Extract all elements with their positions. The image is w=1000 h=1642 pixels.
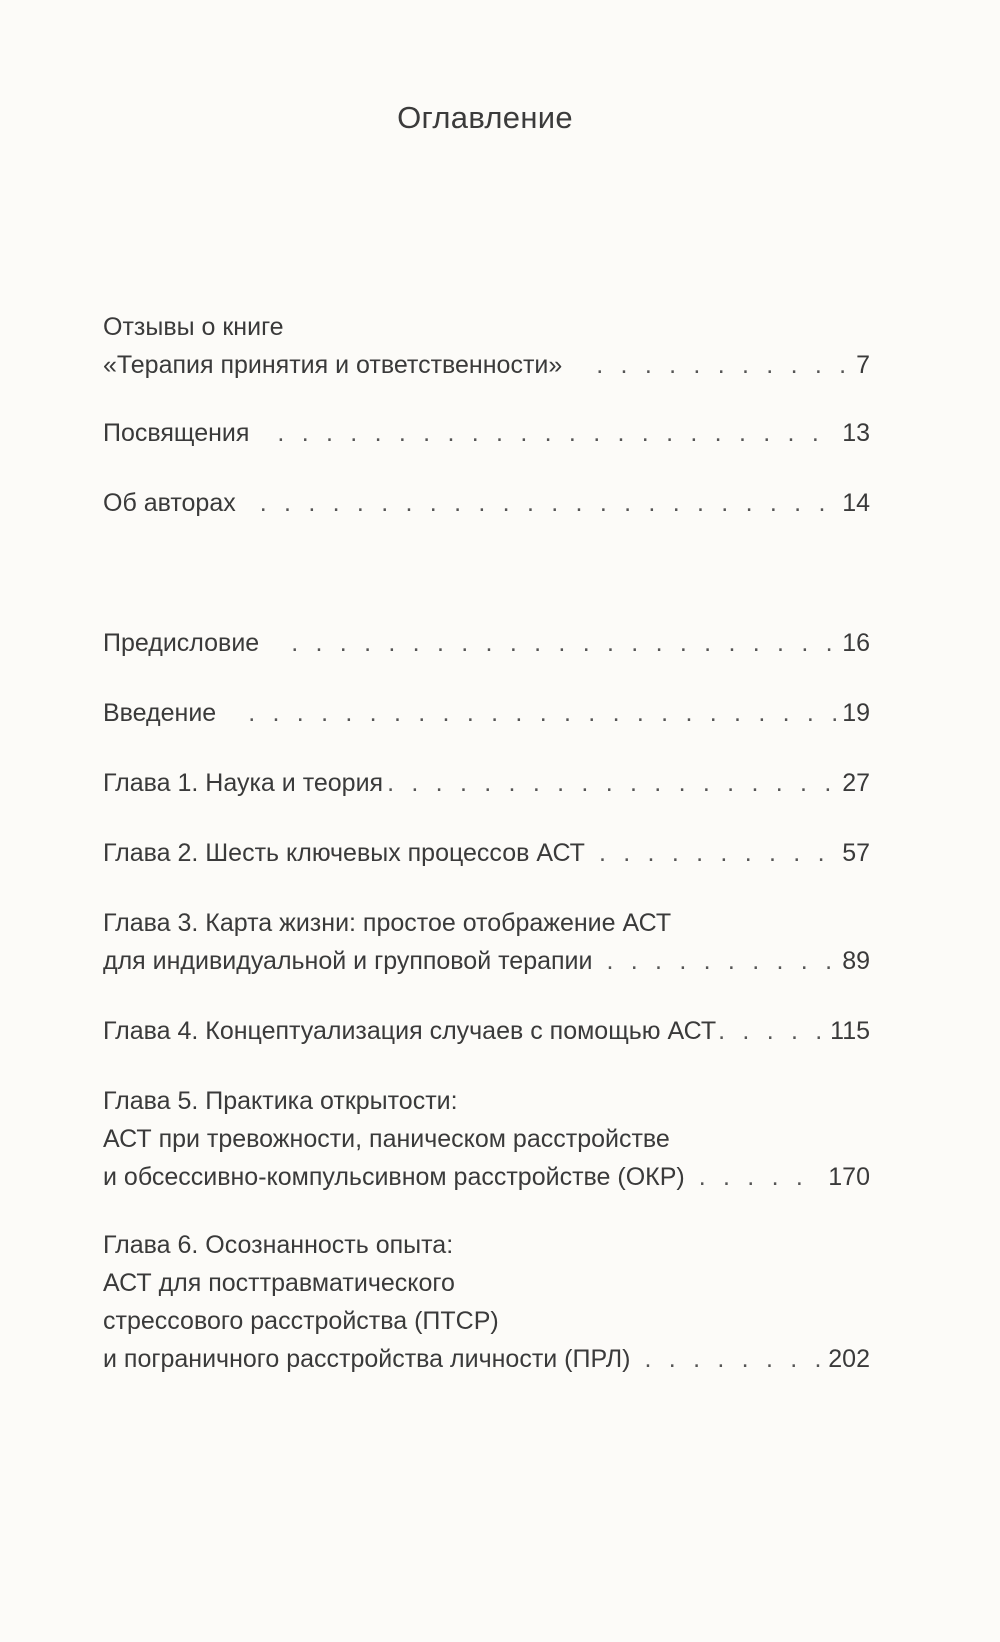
toc-entry-chapter-1[interactable] xyxy=(103,764,870,802)
toc-entry-text: Посвящения xyxy=(103,419,250,447)
dot-leader xyxy=(699,1158,823,1196)
toc-entry-reviews[interactable] xyxy=(103,308,870,384)
toc-entry-text: Глава 6. Осознанность опыта: xyxy=(103,1231,454,1259)
dot-leader xyxy=(599,834,836,872)
dot-leader xyxy=(260,484,836,522)
dot-leader xyxy=(596,346,850,384)
toc-entry-text: Глава 1. Наука и теория xyxy=(103,769,384,797)
toc-entry-dedication[interactable] xyxy=(103,414,870,452)
page-number: 170 xyxy=(828,1163,870,1191)
toc-entry-foreword[interactable] xyxy=(103,624,870,662)
page-title: Оглавление xyxy=(397,100,573,135)
page-number: 202 xyxy=(828,1345,870,1373)
toc-entry-text: Глава 4. Концептуализация случаев с помощью АСТ xyxy=(103,1017,717,1045)
toc-entry-text: Отзывы о книге xyxy=(103,313,284,341)
page-number: 14 xyxy=(842,489,870,517)
toc-entry-chapter-6[interactable] xyxy=(103,1226,870,1378)
toc-entry-introduction[interactable] xyxy=(103,694,870,732)
page-number: 89 xyxy=(842,947,870,975)
toc-entry-text: Введение xyxy=(103,699,217,727)
toc-entry-text: Глава 2. Шесть ключевых процессов АСТ xyxy=(103,839,585,867)
toc-entry-authors[interactable] xyxy=(103,484,870,522)
toc-entry-text: Об авторах xyxy=(103,489,236,517)
dot-leader xyxy=(718,1012,824,1050)
toc-entry-text: для индивидуальной и групповой терапии xyxy=(103,947,593,975)
toc-entry-chapter-2[interactable] xyxy=(103,834,870,872)
dot-leader xyxy=(277,414,836,452)
page-number: 19 xyxy=(842,699,870,727)
toc-entry-chapter-4[interactable] xyxy=(103,1012,870,1050)
dot-leader xyxy=(644,1340,822,1378)
toc-entry-text: и обсессивно-компульсивном расстройстве (ОКР) xyxy=(103,1163,685,1191)
page-number: 57 xyxy=(842,839,870,867)
toc-entry-text: Глава 3. Карта жизни: простое отображение АСТ xyxy=(103,909,672,937)
toc-entry-text: и пограничного расстройства личности (ПРЛ) xyxy=(103,1345,631,1373)
toc-entry-chapter-3[interactable] xyxy=(103,904,870,980)
dot-leader xyxy=(606,942,836,980)
dot-leader xyxy=(387,764,836,802)
toc-entry-chapter-5[interactable] xyxy=(103,1082,870,1196)
toc-entry-text: «Терапия принятия и ответственности» xyxy=(103,351,563,379)
dot-leader xyxy=(291,624,836,662)
dot-leader xyxy=(248,694,836,732)
toc-entry-text: Предисловие xyxy=(103,629,260,657)
page-number: 16 xyxy=(842,629,870,657)
page-number: 115 xyxy=(830,1017,870,1045)
page-number: 27 xyxy=(842,769,870,797)
page-number: 13 xyxy=(842,419,870,447)
page-number: 7 xyxy=(856,351,870,379)
toc-entry-text: стрессового расстройства (ПТСР) xyxy=(103,1307,499,1335)
toc-entry-text: Глава 5. Практика открытости: xyxy=(103,1087,458,1115)
toc-entry-text: АСТ для посттравматического xyxy=(103,1269,455,1297)
toc-entry-text: АСТ при тревожности, паническом расстройстве xyxy=(103,1125,670,1153)
